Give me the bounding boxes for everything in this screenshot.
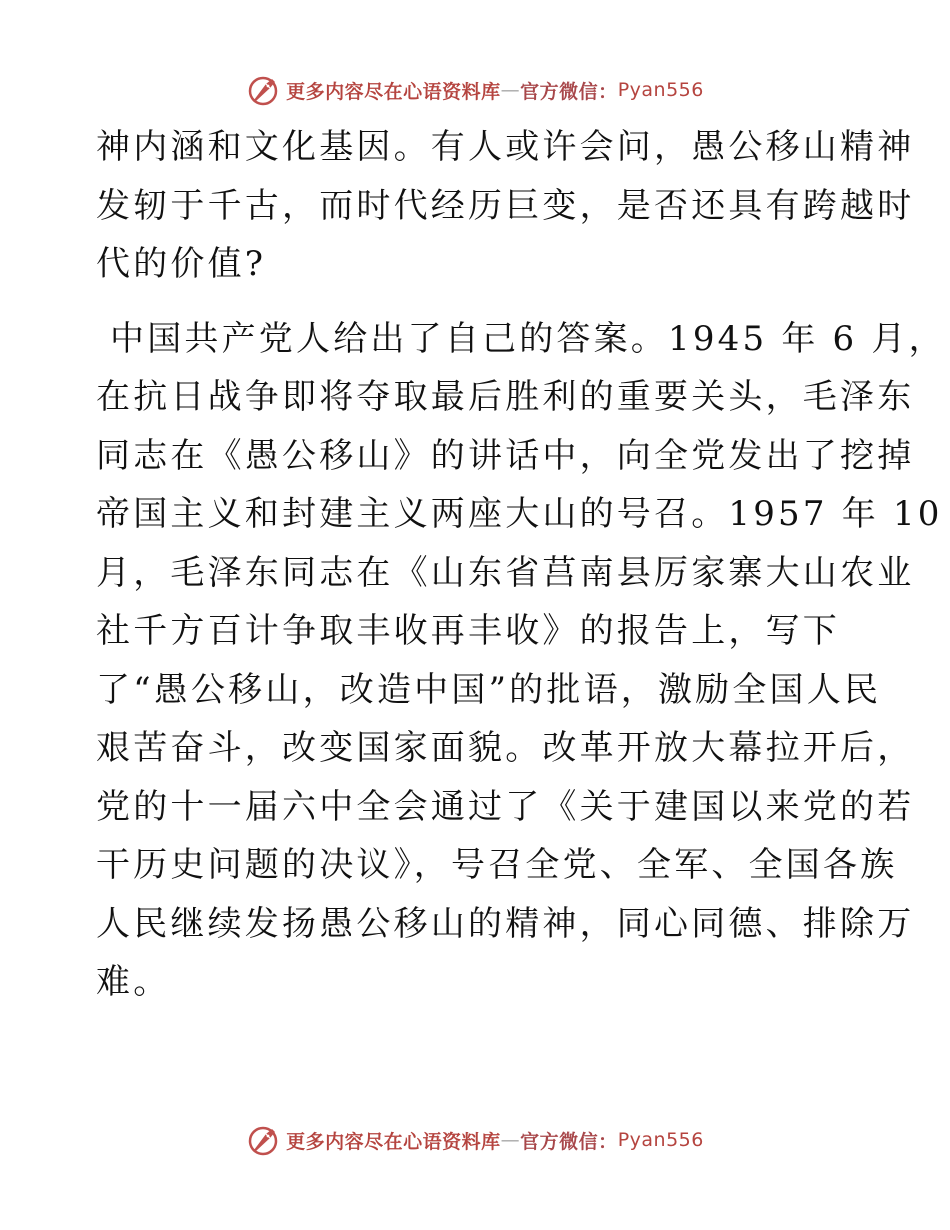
text-line: 在抗日战争即将夺取最后胜利的重要关头，毛泽东 [96, 377, 915, 417]
text-line: 党的十一届六中全会通过了《关于建国以来党的若 [96, 786, 915, 827]
banner-text-main: 更多内容尽在心语资料库 [286, 1130, 501, 1153]
document-body [96, 118, 946, 1012]
text-line: 干历史问题的决议》，号召全党、全军、全国各族 [96, 845, 898, 885]
banner-wechat-label: 官方微信： [520, 80, 618, 103]
text-line: 中国共产党人给出了自己的答案。1945 年 6 月， [96, 318, 946, 359]
text-line: 代的价值? [96, 244, 267, 284]
footer-watermark-banner [0, 1122, 950, 1158]
text-line: 发轫于千古，而时代经历巨变，是否还具有跨越时 [96, 185, 915, 226]
text-line: 月，毛泽东同志在《山东省莒南县厉家寨大山农业 [96, 552, 915, 593]
paragraph-1 [96, 118, 915, 294]
banner-separator: — [500, 1129, 521, 1151]
pen-nib-logo-icon [246, 72, 282, 108]
text-line: 同志在《愚公移山》的讲话中，向全党发出了挖掉 [96, 435, 915, 476]
text-line: 了“愚公移山，改造中国”的批语，激励全国人民 [96, 669, 882, 710]
banner-text-main: 更多内容尽在心语资料库 [286, 80, 501, 103]
paragraph-2 [96, 310, 946, 1012]
text-line: 社千方百计争取丰收再丰收》的报告上，写下 [96, 611, 840, 651]
banner-wechat-label: 官方微信： [520, 1130, 618, 1153]
banner-wechat-id: Pyan556 [617, 79, 704, 101]
text-line: 难。 [96, 962, 171, 1002]
pen-nib-logo-icon [246, 1122, 282, 1158]
text-line: 神内涵和文化基因。有人或许会问，愚公移山精神 [96, 127, 915, 167]
header-watermark-banner [0, 72, 950, 108]
text-line: 艰苦奋斗，改变国家面貌。改革开放大幕拉开后， [96, 728, 915, 768]
text-line: 帝国主义和封建主义两座大山的号召。1957 年 10 [96, 494, 943, 534]
banner-wechat-id: Pyan556 [617, 1129, 704, 1151]
text-line: 人民继续发扬愚公移山的精神，同心同德、排除万 [96, 903, 915, 944]
banner-separator: — [500, 79, 521, 101]
